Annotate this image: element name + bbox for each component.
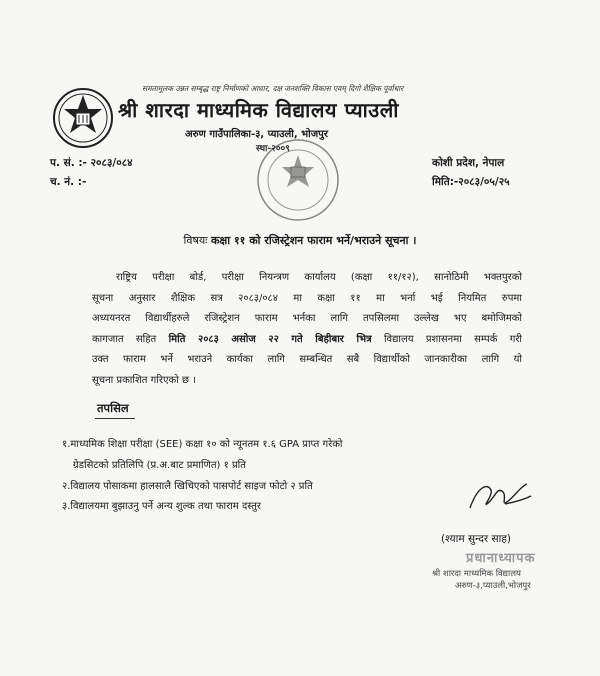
notice-subject: [0, 233, 600, 248]
detail-item: २.विद्यालय पोसाकमा हालसालै खिचिएको पासपोर्ट साइज फोटो २ प्रति: [62, 481, 313, 492]
detail-item: ग्रेडसिटको प्रतिलिपि (प्र.अ.बाट प्रमाणित) १ प्रति: [73, 460, 246, 471]
body-line: सूचना प्रकाशित गरिएको छ ।: [92, 374, 196, 386]
signatory-title: प्रधानाध्यापक: [466, 551, 536, 566]
school-name: श्री शारदा माध्यमिक विद्यालय प्याउली: [118, 98, 399, 122]
signature-scribble-icon: [465, 478, 535, 514]
signatory-name: (श्याम सुन्दर साह): [441, 533, 512, 545]
subject-text: कक्षा ११ को रजिस्ट्रेशन फाराम भर्ने/भराउने सूचना ।: [210, 234, 417, 247]
notice-body: [92, 268, 522, 391]
notice-date: मिति:-२०८३/०५/२५: [432, 176, 510, 188]
dispatch-number: च. नं. :-: [50, 176, 87, 188]
details-heading: तपसिल: [97, 401, 129, 415]
detail-item: १.माध्यमिक शिक्षा परीक्षा (SEE) कक्षा १० को न्यूनतम १.६ GPA प्राप्त गरेको: [62, 439, 343, 450]
body-line: उक्त फाराम भर्ने भराउने कार्यका लागि सम्बन्धित सबै विद्यार्थीको जानकारीका लागि यो: [92, 354, 522, 365]
school-motto: समतामूलक उन्नत सम्बृद्ध राष्ट्र निर्माणको आधार, दक्ष जनशक्ति विकास एवम् दिगो शैक्षिक पूर्वाधार: [142, 84, 404, 93]
heading-underline: [95, 418, 135, 419]
school-address: अरुण गाउँपालिका-३, प्याउली, भोजपुर: [185, 129, 328, 140]
subject-prefix: विषयः: [183, 234, 208, 247]
province: कोशी प्रदेश, नेपाल: [432, 157, 505, 169]
established-year: स्था-२००९: [256, 144, 290, 154]
body-line: सूचना अनुसार शैक्षिक सत्र २०८३/०८४ मा कक्षा ११ मा भर्ना भई नियमित रुपमा: [92, 292, 522, 304]
body-line: अध्ययनरत विद्यार्थीहरुले रजिस्ट्रेशन फाराम भर्नका लागि तपसिलमा उल्लेख भए बमोजिमको: [92, 313, 522, 324]
body-line-with-deadline: कागजात सहित मिति २०८३ असोज २२ गते बिहीबार भित्र विद्यालय प्रशासनमा सम्पर्क गरी: [92, 333, 522, 345]
stamp-school-name: श्री शारदा माध्यमिक विद्यालय: [432, 569, 521, 579]
school-logo-icon: [52, 87, 114, 149]
deadline-text: मिति २०८३ असोज २२ गते बिहीबार भित्र: [168, 333, 372, 345]
stamp-address: अरुण-३,प्याउली,भोजपुर: [455, 581, 531, 591]
detail-item: ३.विद्यालयमा बुझाउनु पर्ने अन्य शुल्क तथा फाराम दस्तुर: [62, 501, 261, 512]
body-line: राष्ट्रिय परीक्षा बोर्ड, परीक्षा नियन्त्रण कार्यालय (कक्षा ११/१२), सानोठिमी भक्तपुरको: [116, 272, 522, 283]
reference-number: प. सं. :- २०८३/०८४: [50, 157, 133, 169]
